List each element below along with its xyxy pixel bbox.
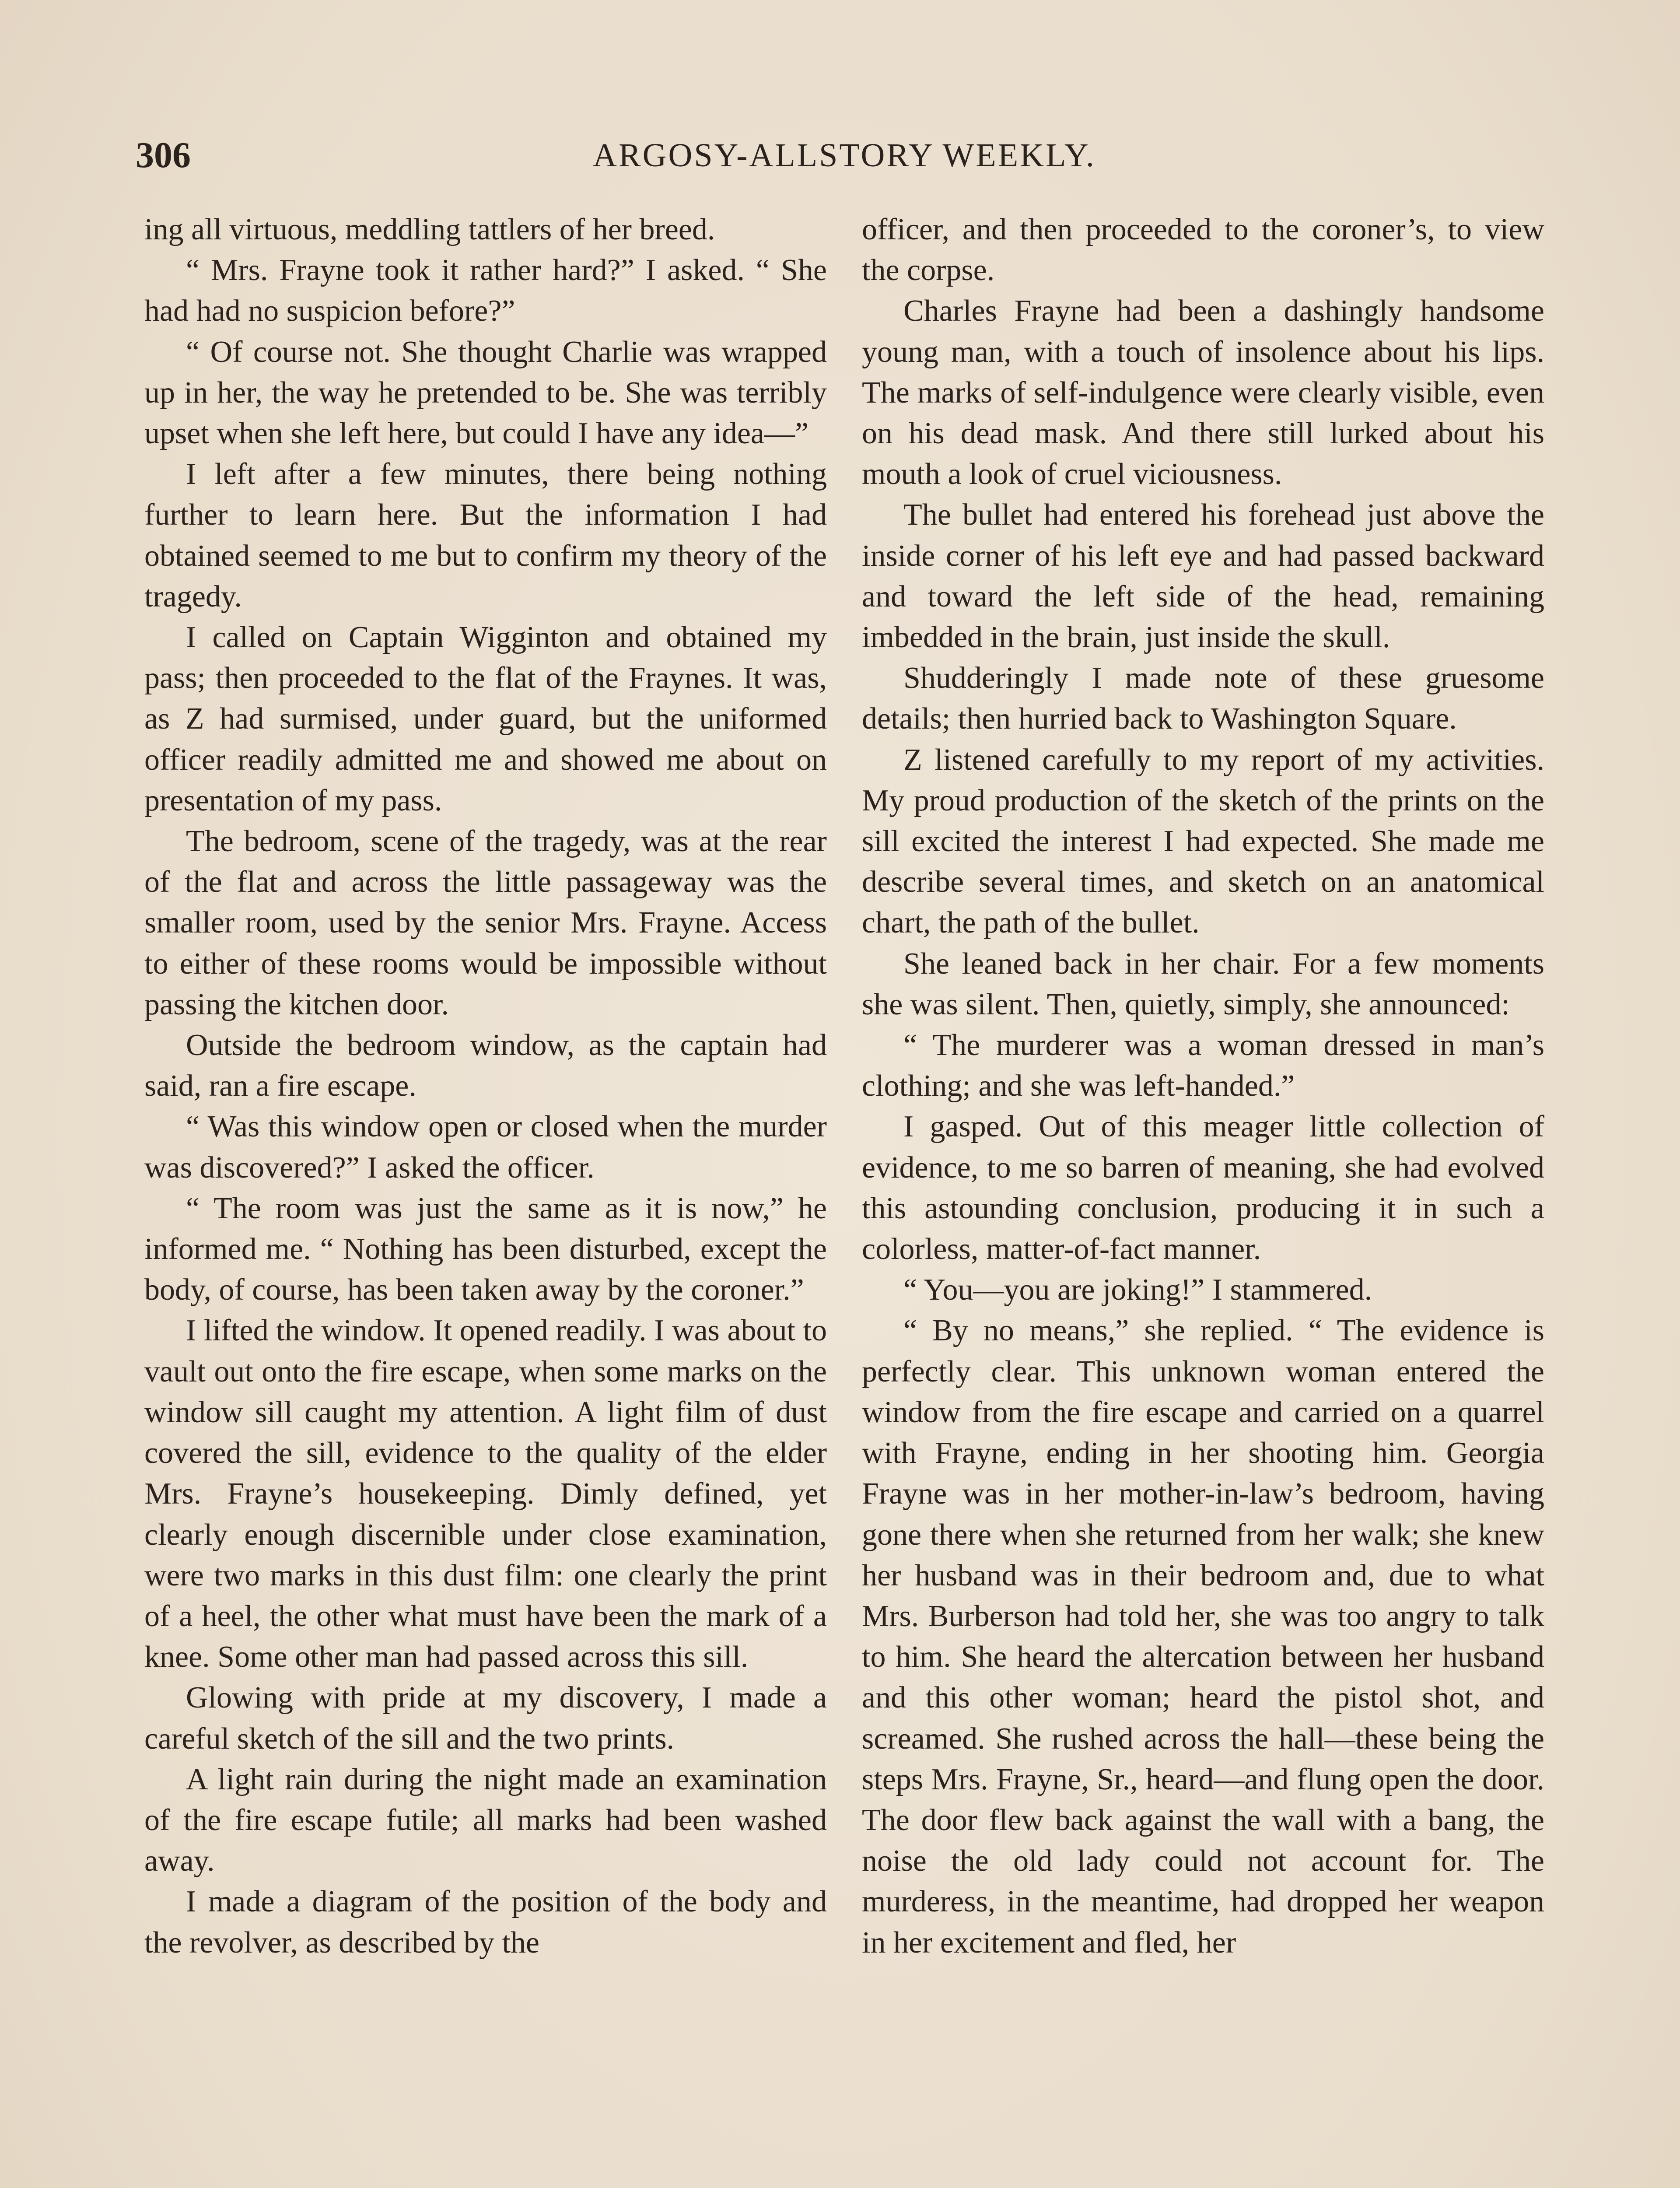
right-column [862,209,1544,1963]
paragraph: She leaned back in her chair. For a few moments she was silent. Then, quietly, simply, she announced: [862,947,1544,1021]
paragraph: ing all virtuous, meddling tattlers of her breed. [144,213,715,246]
paragraph: “ By no means,” she replied. “ The evidence is perfectly clear. This unknown woman entered the window from the fire escape and carried on a quarrel with Frayne, ending in her shooting him. Georgia Frayne was in her mother-in-law’s bedroom, having gone there when she returned from her walk; she knew her husband was in their bedroom and, due to what Mrs. Burberson had told her, she was too angry to talk to him. She heard the altercation between her husband and this other woman; heard the pistol shot, and screamed. She rushed across the hall—these being the steps Mrs. Frayne, Sr., heard—and flung open the door. The door flew back against the wall with a bang, the noise the old lady could not account for. The murderess, in the meantime, had dropped her weapon in her excitement and fled, her [862,1314,1544,1960]
paragraph: The bedroom, scene of the tragedy, was at the rear of the flat and across the little passageway was the smaller room, used by the senior Mrs. Frayne. Access to either of these rooms would be impossible without passing the kitchen door. [144,824,827,1021]
paragraph: Z listened carefully to my report of my activities. My proud production of the sketch of the prints on the sill excited the interest I had expected. She made me describe several times, and sketch on an anatomical chart, the path of the bullet. [862,743,1544,940]
paragraph: A light rain during the night made an examination of the fire escape futile; all marks had been washed away. [144,1762,827,1878]
paragraph: “ Of course not. She thought Charlie was wrapped up in her, the way he pretended to be. She was terribly upset when she left here, but could I have any idea—” [144,335,827,451]
paragraph: “ The murderer was a woman dressed in man’s clothing; and she was left-handed.” [862,1028,1544,1103]
paragraph: I called on Captain Wigginton and obtained my pass; then proceeded to the flat of the Fraynes. It was, as Z had surmised, under guard, but the uniformed officer readily admitted me and showed me about on presentation of my pass. [144,621,827,817]
paragraph: The bullet had entered his forehead just above the inside corner of his left eye and had passed backward and toward the left side of the head, remaining imbedded in the brain, just inside the skull. [862,498,1544,655]
paragraph: Charles Frayne had been a dashingly handsome young man, with a touch of insolence about his lips. The marks of self-indulgence were clearly visible, even on his dead mask. And there still lurked about his mouth a look of cruel viciousness. [862,294,1544,491]
paragraph: “ The room was just the same as it is now,” he informed me. “ Nothing has been disturbed, except the body, of course, has been taken away by the coroner.” [144,1191,827,1307]
paragraph: “ Was this window open or closed when the murder was discovered?” I asked the officer. [144,1110,827,1185]
paragraph: “ You—you are joking!” I stammered. [903,1273,1372,1307]
left-column [144,209,827,1963]
paragraph: Glowing with pride at my discovery, I made a careful sketch of the sill and the two prints. [144,1681,827,1756]
paragraph: officer, and then proceeded to the coroner’s, to view the corpse. [862,213,1544,288]
paragraph: Outside the bedroom window, as the captain had said, ran a fire escape. [144,1028,827,1103]
paragraph: I made a diagram of the position of the body and the revolver, as described by the [144,1885,827,1960]
page-number: 306 [136,135,191,175]
paragraph: “ Mrs. Frayne took it rather hard?” I asked. “ She had had no suspicion before?” [144,253,827,328]
paragraph: Shudderingly I made note of these gruesome details; then hurried back to Washington Square. [862,661,1544,736]
running-head: ARGOSY-ALLSTORY WEEKLY. [593,137,1096,174]
paragraph: I lifted the window. It opened readily. I was about to vault out onto the fire escape, when some marks on the window sill caught my attention. A light film of dust covered the sill, evidence to the quality of the elder Mrs. Frayne’s housekeeping. Dimly defined, yet clearly enough discernible under close examination, were two marks in this dust film: one clearly the print of a heel, the other what must have been the mark of a knee. Some other man had passed across this sill. [144,1314,827,1674]
paragraph: I gasped. Out of this meager little collection of evidence, to me so barren of meaning, she had evolved this astounding conclusion, producing it in such a colorless, matter-of-fact manner. [862,1110,1544,1266]
paragraph: I left after a few minutes, there being nothing further to learn here. But the information I had obtained seemed to me but to confirm my theory of the tragedy. [144,457,827,614]
page-header [136,127,1553,184]
